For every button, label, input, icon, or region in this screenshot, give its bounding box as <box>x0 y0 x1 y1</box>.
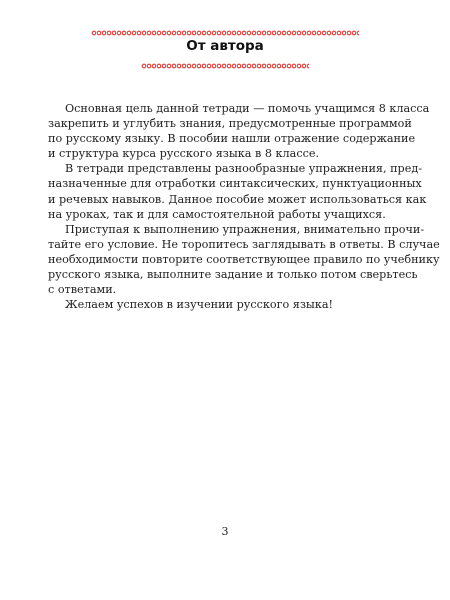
text-line: Основная цель данной тетради — помочь учащимся 8 класса <box>65 102 430 115</box>
body-text <box>48 101 440 312</box>
text-line: с ответами. <box>48 283 117 297</box>
text-line: и структура курса русского языка в 8 классе. <box>48 147 320 161</box>
text-line: Приступая к выполнению упражнения, внимательно прочи- <box>65 222 425 236</box>
text-line: на уроках, так и для самостоятельной работы учащихся. <box>48 207 386 221</box>
text-line: русского языка, выполните задание и только потом сверьтесь <box>48 268 418 282</box>
decorative-ornament-bottom <box>141 63 309 69</box>
text-line: и речевых навыков. Данное пособие может использоваться как <box>48 192 427 206</box>
paragraph <box>48 222 440 297</box>
paragraph <box>48 297 402 312</box>
text-line: необходимости повторите соответствующее правило по учебнику <box>48 252 440 266</box>
page-number: 3 <box>221 525 229 538</box>
paragraph <box>48 101 430 161</box>
text-line: по русскому языку. В пособии нашли отражение содержание <box>48 132 416 146</box>
text-line: назначенные для отработки синтаксических, пунктуационных <box>48 177 422 191</box>
paragraph <box>48 161 427 221</box>
text-line: тайте его условие. Не торопитесь заглядывать в ответы. В случае <box>48 237 440 251</box>
decorative-ornament-top <box>91 30 359 36</box>
page-title: От автора <box>186 38 264 54</box>
text-line: закрепить и углубить знания, предусмотренные программой <box>48 117 412 131</box>
text-line: Желаем успехов в изучении русского языка! <box>65 298 333 312</box>
text-line: В тетради представлены разнообразные упражнения, пред- <box>65 162 423 176</box>
